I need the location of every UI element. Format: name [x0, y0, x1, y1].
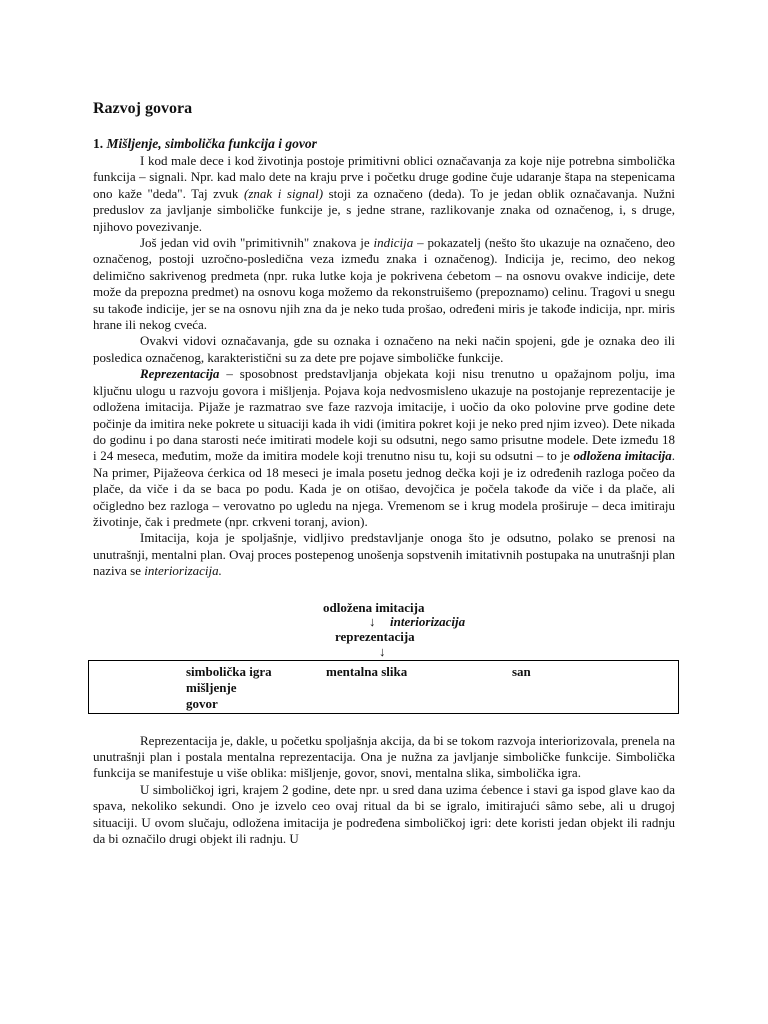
text: stoji za označeno (deda). To je jedan oblik označavanja. Nužni preduslov za javljanje simboličke funkcije je, s jedne strane, razlikovanje znaka od označenog, i, s druge, njihovo povezivanje. — [93, 185, 675, 234]
section-heading — [93, 136, 675, 152]
box-item-symbolic-play: simbolička igra — [186, 663, 272, 679]
diagram-side-label: interiorizacija — [390, 613, 466, 629]
box-item-mental-image: mentalna slika — [326, 663, 408, 679]
diagram-mid-label: reprezentacija — [335, 628, 415, 644]
section-number: 1. — [93, 136, 104, 151]
box-item-dream: san — [512, 663, 531, 679]
italic-text: interiorizacija. — [144, 563, 222, 579]
paragraph-7: U simboličkoj igri, krajem 2 godine, dete npr. u sred dana uzima ćebence i stavi ga ispod glave kao da spava, nekoliko sekundi. Ono je izvelo ceo ovaj ritual da bi se igralo, imitirajući sâmo sebe, ali u drugoj situaciji. U ovom slučaju, odložena imitacija je podređena simboličkoj igri: dete koristi jedan objekt ili radnju da bi označilo drugi objekt ili radnju. U — [93, 781, 675, 846]
paragraph-5 — [93, 530, 675, 579]
bold-italic-text: Reprezentacija — [140, 366, 220, 382]
diagram — [93, 600, 675, 658]
text: Još jedan vid ovih "primitivnih" znakova je — [140, 235, 374, 251]
paragraph-6: Reprezentacija je, dakle, u početku spoljašnja akcija, da bi se tokom razvoja interiorizovala, prenela na unutrašnji plan i postala mentalna reprezentacija. Ona je nužna za javljanje simboličke funkcije. Simbolička funkcija se manifestuje u više oblika: mišljenje, govor, snovi, mentalna slika, simbolička igra. — [93, 732, 675, 781]
text: Imitacija, koja je spoljašnje, vidljivo predstavljanje onoga što je odsutno, polako se prenosi na unutrašnji, mentalni plan. Ovaj proces postepenog unošenja sopstvenih imitativnih postupaka na unutrašnji plan naziva se — [93, 530, 676, 579]
italic-text: indicija — [373, 235, 414, 251]
diagram-box — [88, 660, 679, 714]
paragraph-1 — [93, 153, 675, 235]
document-content — [93, 100, 675, 847]
text: I kod male dece i kod životinja postoje primitivni oblici označavanja za koje nije potrebna simbolička funkcija – signali. Npr. kad malo dete na kraju prve i početku druge godine čuje udaranje štapa na stepenicama ono kaže "deda". Taj zvuk — [93, 153, 675, 201]
italic-text: (znak i signal) — [244, 185, 324, 201]
paragraph-2 — [93, 235, 675, 333]
arrow-down-icon: ↓ — [369, 613, 376, 629]
page-title: Razvoj govora — [93, 100, 193, 117]
box-item-thinking: mišljenje — [186, 679, 237, 695]
section-title: Mišljenje, simbolička funkcija i govor — [106, 136, 317, 151]
text: – pokazatelj (nešto što ukazuje na označeno, deo označenog, postoji uzročno-posledična veza između znaka i označenog). Indicija je, recimo, deo nekog delimično sakrivenog predmeta (npr. ruka lutke koja je pokrivena ćebetom – na osnovu ovakve indicije, dete može da prepozna predmet) na osnovu koga možemo da rekonstruišemo (prepoznamo) celinu. Tragovi u snegu su takođe indicije, jer se na osnovu njih zna da je neko tuda prošao, određeni miris je takođe indicija, npr. miris hrane ili nekog cveća. — [93, 235, 675, 333]
text: . Na primer, Pijažeova ćerkica od 18 meseci je imala posetu jednog dečka koji je iz određenih razloga počeo da plače, da viče i da se baca po podu. Kada je on otišao, devojčica je počela takođe da viče i da plače, ali očigledno bez razloga – verovatno po ugledu na njega. Vremenom se i krug modela proširuje – deca imitiraju životinje, čak i predmete (npr. crkveni toranj, avion). — [93, 448, 676, 529]
arrow-down-icon: ↓ — [379, 643, 386, 659]
box-item-speech: govor — [186, 695, 218, 711]
paragraph-4 — [93, 366, 675, 530]
diagram-top-label: odložena imitacija — [323, 599, 425, 615]
paragraph-3: Ovakvi vidovi označavanja, gde su oznaka i označeno na neki način spojeni, gde je oznaka deo ili posledica označenog, karakteristični su za dete pre pojave simboličke funkcije. — [93, 333, 675, 365]
text: – sposobnost predstavljanja objekata koji nisu trenutno u opažajnom polju, ima ključnu ulogu u razvoju govora i mišljenja. Pojava koja nedvosmisleno ukazuje na postojanje reprezentacije je odložena imitacija. Pijaže je razmatrao sve faze razvoja imitacije, i uočio da oko polovine prve godine dete počinje da imitira neke pokrete u situaciji kada ih vidi (imitira pokret koji je neko pred njim izveo). Dete nikada do godinu i po dana starosti neće imitirati modele koji su odsutni, nego samo prisutne modele. Dete između 18 i 24 meseca, međutim, može da imitira modele koji trenutno nisu tu, koji su odsutni – to je — [93, 366, 675, 464]
bold-italic-text: odložena imitacija — [573, 448, 672, 464]
